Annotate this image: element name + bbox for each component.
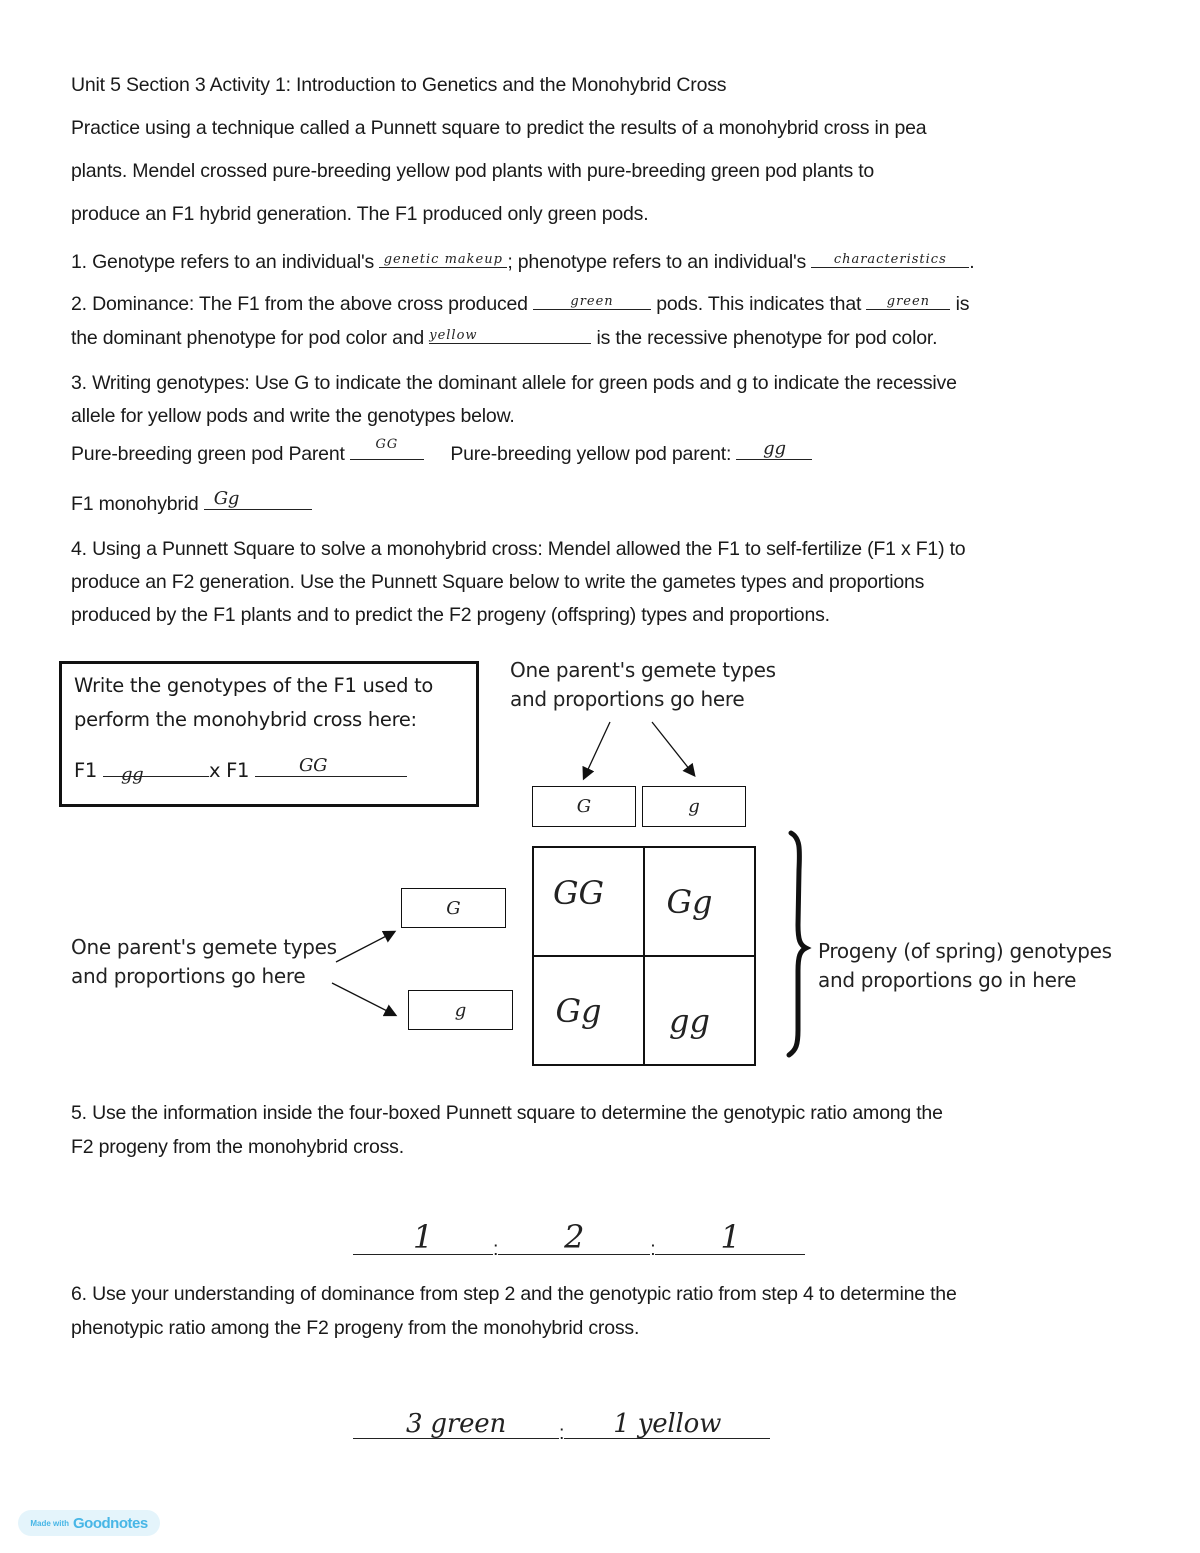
- top-gamete-label-line-1: One parent's gemete types: [510, 658, 776, 682]
- question-2-line-2: [71, 323, 937, 350]
- f1-box-label-1: F1: [74, 759, 98, 782]
- ratio-separator: :: [650, 1238, 656, 1260]
- badge-small-text: Made with: [30, 1518, 69, 1528]
- f1-genotypes-box: [59, 661, 479, 807]
- genotypic-ratio-field-2[interactable]: [498, 1218, 650, 1256]
- phenotypic-ratio: [353, 1410, 770, 1445]
- left-gamete-label-line-2: and proportions go here: [71, 964, 306, 988]
- question-4-line-2: produce an F2 generation. Use the Punnett Square below to write the gametes types and proportions: [71, 571, 925, 593]
- top-gamete-2: g: [688, 796, 700, 817]
- yellow-parent-genotype: gg: [763, 438, 786, 459]
- yellow-parent-genotype-field[interactable]: [736, 439, 812, 460]
- question-3-f1: [71, 489, 312, 516]
- q2-prefix: 2. Dominance: The F1 from the above cross produced: [71, 293, 528, 315]
- progeny-label-line-1: Progeny (of spring) genotypes: [818, 939, 1112, 963]
- punnett-square: [532, 846, 756, 1066]
- question-6-line-2: phenotypic ratio among the F2 progeny from the monohybrid cross.: [71, 1317, 640, 1339]
- intro-line-3: produce an F1 hybrid generation. The F1 produced only green pods.: [71, 203, 649, 225]
- q2-suffix: is: [955, 293, 970, 315]
- punnett-cell-top-right[interactable]: [644, 847, 755, 956]
- q2-line2-prefix: the dominant phenotype for pod color and: [71, 327, 425, 349]
- question-1: [71, 247, 975, 274]
- intro-line-2: plants. Mendel crossed pure-breeding yellow pod plants with pure-breeding green pod plants to: [71, 160, 875, 182]
- top-gamete-label-line-2: and proportions go here: [510, 687, 745, 711]
- f1-box-instruction-1: Write the genotypes of the F1 used to: [74, 674, 434, 697]
- f1-monohybrid-genotype: Gg: [213, 488, 240, 509]
- question-4-line-1: 4. Using a Punnett Square to solve a monohybrid cross: Mendel allowed the F1 to self-fertilize (F1 x F1) to: [71, 538, 966, 560]
- left-gamete-1: G: [446, 897, 461, 919]
- q1-answer-genotype: genetic makeup: [383, 252, 503, 267]
- green-parent-genotype-field[interactable]: [350, 439, 424, 460]
- q2-line2-suffix: is the recessive phenotype for pod color.: [596, 327, 938, 349]
- yellow-parent-label: Pure-breeding yellow pod parent:: [450, 443, 732, 465]
- genotypic-ratio: [353, 1218, 805, 1261]
- q1-prefix: 1. Genotype refers to an individual's: [71, 251, 375, 273]
- green-parent-genotype: GG: [375, 437, 399, 452]
- f1-box-cross-label: x F1: [208, 759, 250, 782]
- phenotypic-ratio-field-1[interactable]: [353, 1410, 559, 1439]
- question-2-line-1: [71, 289, 969, 316]
- q1-middle: ; phenotype refers to an individual's: [507, 251, 807, 273]
- question-6-line-1: 6. Use your understanding of dominance from step 2 and the genotypic ratio from step 4 to determine the: [71, 1283, 957, 1305]
- made-with-goodnotes-badge[interactable]: [18, 1510, 160, 1536]
- progeny-label: [818, 937, 1112, 995]
- q1-answer-phenotype-field[interactable]: [811, 247, 969, 268]
- question-3-line-2: allele for yellow pods and write the genotypes below.: [71, 405, 515, 427]
- f1-box-instruction-2: perform the monohybrid cross here:: [74, 708, 417, 731]
- q2-answer-recessive: yellow: [429, 328, 478, 343]
- q2-answer-dominant-field[interactable]: [866, 289, 950, 310]
- phenotypic-ratio-1: 3 green: [406, 1409, 506, 1439]
- question-5-line-2: F2 progeny from the monohybrid cross.: [71, 1136, 404, 1158]
- phenotypic-ratio-field-2[interactable]: [564, 1410, 770, 1439]
- punnett-cell-text: gg: [669, 1001, 710, 1040]
- question-3-line-1: 3. Writing genotypes: Use G to indicate the dominant allele for green pods and g to indicate the recessive: [71, 372, 957, 394]
- q2-middle: pods. This indicates that: [656, 293, 862, 315]
- f1-genotype-1-field[interactable]: [103, 756, 209, 785]
- badge-brand-text: Goodnotes: [73, 1514, 148, 1532]
- punnett-cell-text: GG: [552, 873, 605, 912]
- genotypic-ratio-field-1[interactable]: [353, 1218, 493, 1256]
- question-4-line-3: produced by the F1 plants and to predict the F2 progeny (offspring) types and proportions.: [71, 604, 830, 626]
- top-gamete-label: [510, 656, 776, 714]
- page-title: Unit 5 Section 3 Activity 1: Introduction to Genetics and the Monohybrid Cross: [71, 74, 727, 96]
- ratio-separator: :: [493, 1238, 499, 1260]
- left-gamete-2: g: [454, 999, 467, 1021]
- question-3-parents: [71, 439, 812, 466]
- q2-answer-dominant: green: [886, 294, 931, 309]
- genotypic-ratio-2: 2: [564, 1218, 585, 1256]
- q1-answer-phenotype: characteristics: [833, 252, 947, 267]
- green-parent-label: Pure-breeding green pod Parent: [71, 443, 345, 465]
- punnett-cell-bottom-left[interactable]: [533, 956, 644, 1065]
- q2-answer-f1-color-field[interactable]: [533, 289, 651, 310]
- intro-line-1: Practice using a technique called a Punnett square to predict the results of a monohybrid cross in pea: [71, 117, 927, 139]
- top-gamete-box-1[interactable]: [532, 786, 636, 827]
- f1-genotype-1: gg: [120, 764, 144, 785]
- q2-answer-f1-color: green: [570, 294, 614, 309]
- genotypic-ratio-field-3[interactable]: [655, 1218, 805, 1256]
- f1-monohybrid-label: F1 monohybrid: [71, 493, 199, 515]
- f1-genotype-2-field[interactable]: [255, 756, 407, 777]
- punnett-cell-bottom-right[interactable]: [644, 956, 755, 1065]
- question-5-line-1: 5. Use the information inside the four-boxed Punnett square to determine the genotypic ratio among the: [71, 1102, 943, 1124]
- genotypic-ratio-1: 1: [412, 1218, 434, 1256]
- phenotypic-ratio-2: 1 yellow: [613, 1409, 722, 1439]
- punnett-cell-text: Gg: [666, 882, 713, 921]
- q2-answer-recessive-field[interactable]: [429, 323, 591, 344]
- progeny-label-line-2: and proportions go in here: [818, 968, 1077, 992]
- f1-box-cross-line: [74, 755, 407, 785]
- punnett-cell-top-left[interactable]: [533, 847, 644, 956]
- f1-genotype-2: GG: [299, 755, 328, 776]
- ratio-separator: :: [559, 1422, 565, 1444]
- left-gamete-box-2[interactable]: [408, 990, 513, 1030]
- top-gamete-1: G: [576, 796, 592, 817]
- left-gamete-label: [71, 933, 337, 991]
- left-gamete-box-1[interactable]: [401, 888, 506, 928]
- f1-monohybrid-genotype-field[interactable]: [204, 489, 312, 510]
- q1-answer-genotype-field[interactable]: [379, 247, 507, 268]
- punnett-cell-text: Gg: [555, 991, 602, 1030]
- q1-suffix: .: [969, 251, 975, 273]
- curly-brace-icon: [789, 833, 806, 1055]
- left-gamete-label-line-1: One parent's gemete types: [71, 935, 337, 959]
- top-gamete-box-2[interactable]: [642, 786, 746, 827]
- genotypic-ratio-3: 1: [720, 1218, 741, 1256]
